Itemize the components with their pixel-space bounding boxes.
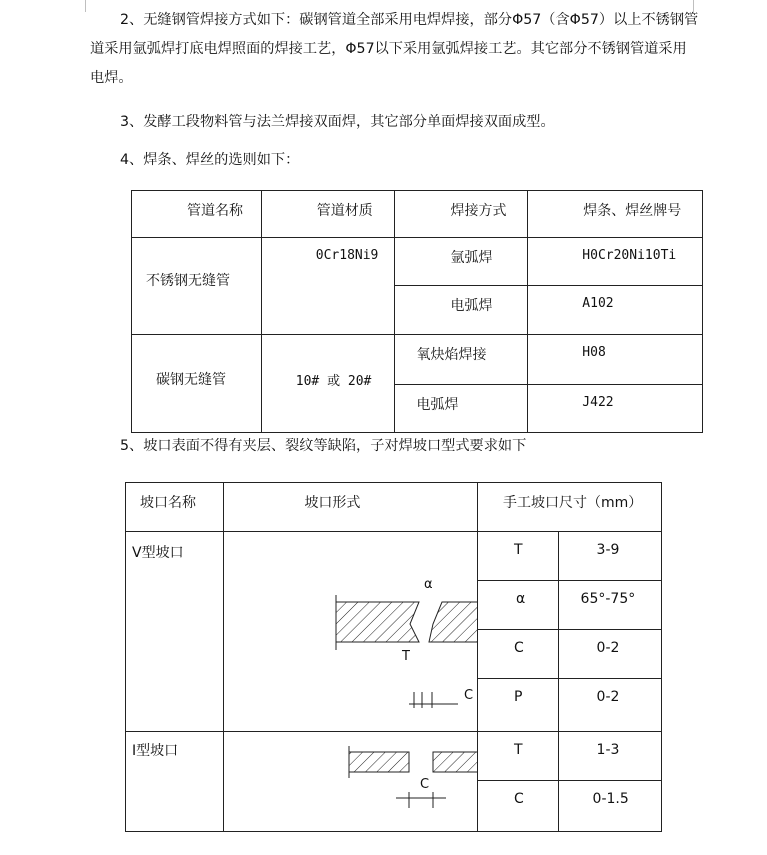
i-groove-diagram — [224, 732, 478, 828]
paragraph-5-text: 5、坡口表面不得有夹层、裂纹等缺陷，子对焊坡口型式要求如下 — [120, 438, 527, 454]
paragraph-3 — [90, 108, 700, 137]
t2-header-form: 坡口形式 — [304, 495, 361, 511]
t2-v-param-3: C — [514, 640, 524, 656]
paragraph-2-text: 2、无缝钢管焊接方式如下：碳钢管道全部采用电焊焊接，部分Φ57（含Φ57）以上不锈钢管道采用氩弧焊打底电焊照面的焊接工艺，Φ57以下采用氩弧焊接工艺。其它部分不锈钢管道采用电焊。 — [90, 12, 699, 86]
t1-header-material: 管道材质 — [316, 203, 373, 219]
t2-v-value-1: 3-9 — [596, 542, 620, 558]
t2-v-param-2: α — [516, 591, 526, 607]
t1-row-carbon-brand-2: J422 — [582, 395, 614, 410]
t1-row-stainless-brand-2: A102 — [582, 296, 614, 311]
t1-row-stainless-method-1: 氩弧焊 — [450, 250, 493, 266]
t2-v-groove-name: V型坡口 — [132, 545, 184, 561]
t2-v-value-3: 0-2 — [596, 640, 620, 656]
t2-v-value-2: 65°-75° — [580, 591, 636, 607]
t1-row-stainless-name: 不锈钢无缝管 — [146, 273, 230, 289]
v-groove-diagram-cell — [224, 532, 478, 732]
t2-v-value-4: 0-2 — [596, 689, 620, 705]
t1-header-name: 管道名称 — [187, 203, 243, 219]
i-left-plate — [349, 752, 409, 772]
groove-type-table — [125, 482, 662, 832]
t1-row-stainless-method-2: 电弧焊 — [450, 298, 493, 314]
t2-header-dims: 手工坡口尺寸（mm） — [503, 495, 643, 511]
t1-row-carbon-method-2: 电弧焊 — [416, 397, 459, 413]
t2-i-value-2: 0-1.5 — [592, 791, 629, 807]
t2-header-name: 坡口名称 — [140, 495, 196, 511]
t1-header-method: 焊接方式 — [450, 203, 507, 219]
t2-i-value-1: 1-3 — [596, 742, 620, 758]
v-right-plate — [429, 602, 478, 642]
paragraph-4 — [90, 146, 700, 175]
t2-i-groove-name: I型坡口 — [132, 743, 179, 759]
welding-material-table — [131, 190, 703, 433]
v-left-plate — [336, 602, 419, 642]
t1-row-carbon-name: 碳钢无缝管 — [156, 372, 226, 388]
v-label-t: T — [402, 649, 411, 664]
paragraph-2 — [90, 6, 700, 93]
t2-v-param-1: T — [514, 542, 523, 558]
i-right-plate — [433, 752, 478, 772]
t2-i-param-1: T — [514, 742, 523, 758]
t2-i-param-2: C — [514, 791, 524, 807]
t1-row-carbon-brand-1: H08 — [582, 345, 606, 360]
i-groove-diagram-cell — [224, 732, 478, 832]
t1-row-carbon-material: 10# 或 20# — [295, 374, 372, 389]
t1-header-brand: 焊条、焊丝牌号 — [583, 203, 682, 219]
paragraph-3-text: 3、发酵工段物料管与法兰焊接双面焊，其它部分单面焊接双面成型。 — [120, 114, 555, 130]
t1-row-carbon-method-1: 氧炔焰焊接 — [416, 347, 487, 363]
t1-row-stainless-brand-1: H0Cr20Ni10Ti — [582, 248, 677, 263]
i-label-c: C — [420, 777, 430, 792]
paragraph-5 — [90, 432, 700, 461]
v-groove-diagram — [224, 532, 478, 728]
paragraph-4-text: 4、焊条、焊丝的选则如下： — [120, 152, 300, 168]
v-label-c: C — [464, 688, 474, 703]
t2-v-param-4: P — [514, 689, 523, 705]
v-label-alpha: α — [424, 577, 434, 592]
t1-row-stainless-material: 0Cr18Ni9 — [315, 248, 379, 263]
